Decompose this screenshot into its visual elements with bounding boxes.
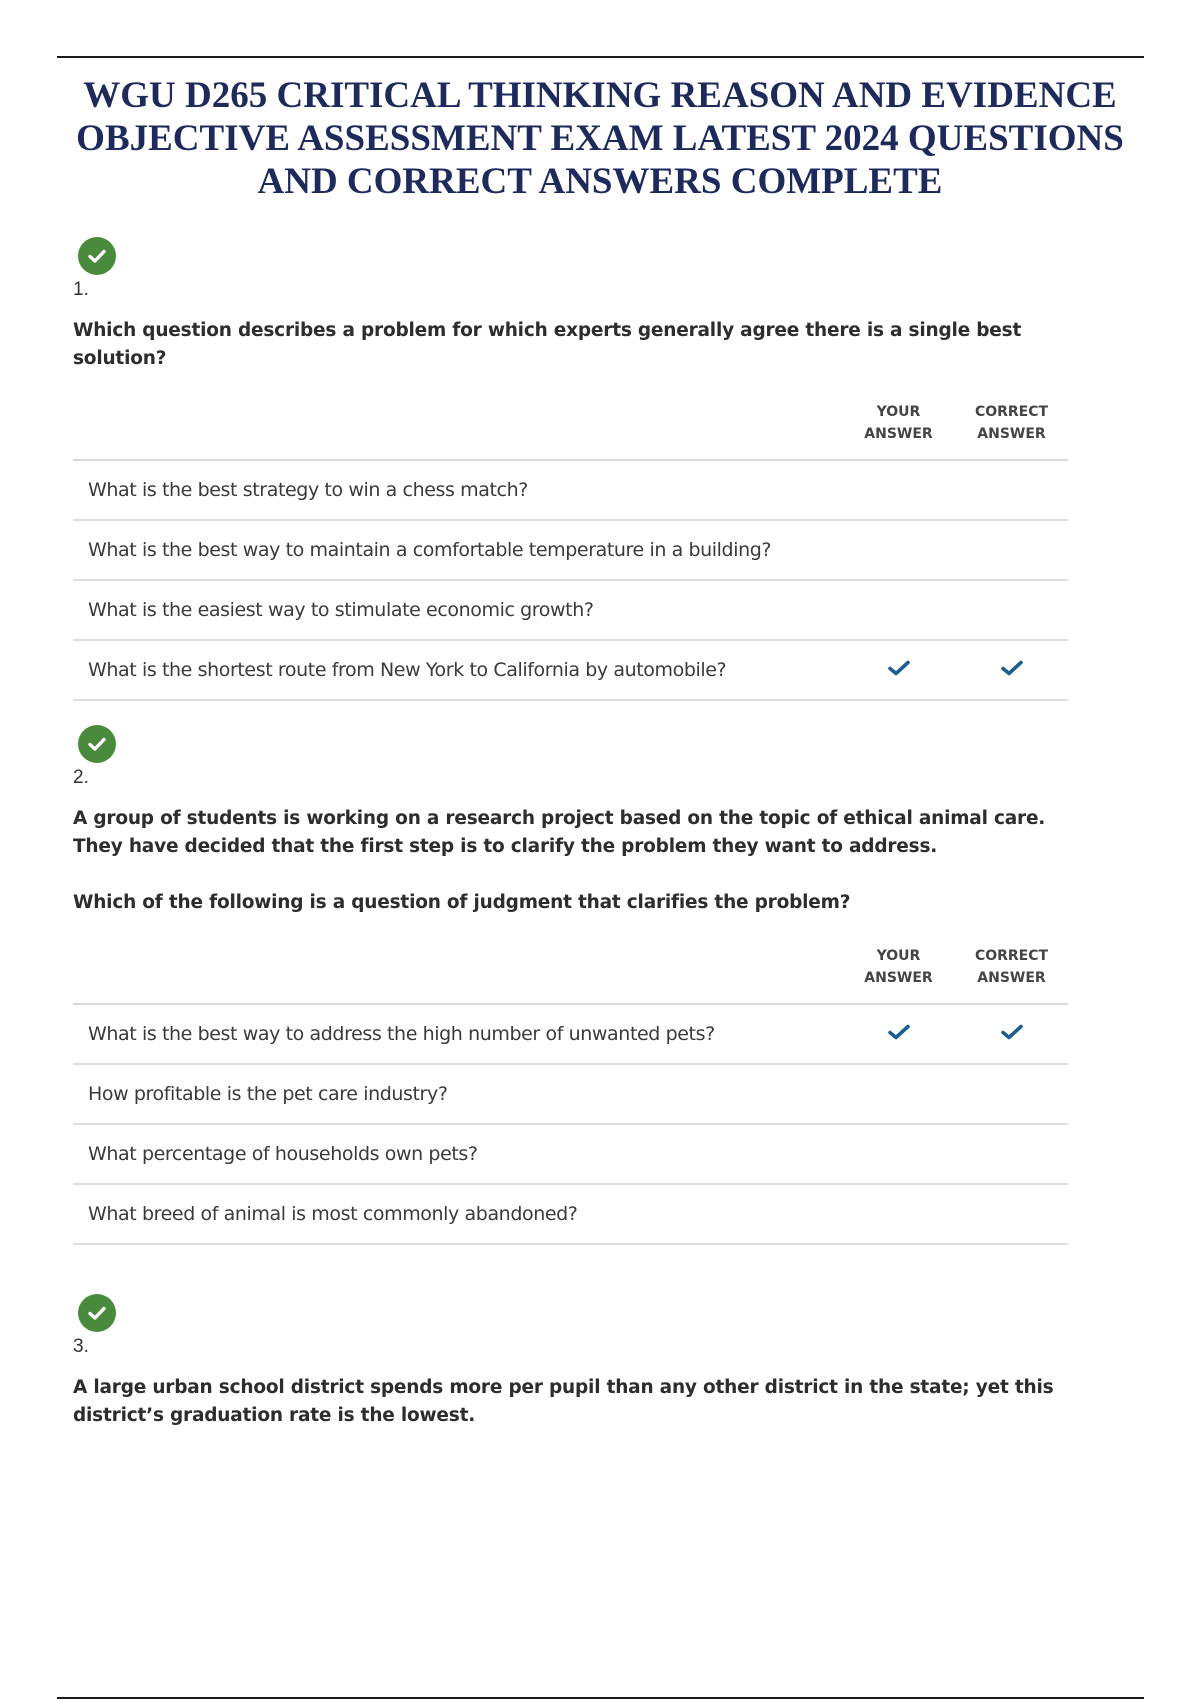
answer-option-text: What is the best strategy to win a chess match? bbox=[73, 460, 842, 520]
correct-answer-cell bbox=[955, 1184, 1068, 1244]
question-text: Which question describes a problem for which experts generally agree there is a single best solution? bbox=[73, 320, 1022, 369]
your-answer-cell bbox=[842, 520, 955, 580]
question-context: A group of students is working on a research project based on the topic of ethical animal care. They have decided that the first step is to clarify the problem they want to address. bbox=[73, 808, 1046, 857]
correct-answer-cell bbox=[955, 520, 1068, 580]
answer-option-row bbox=[73, 460, 1068, 520]
answer-option-text: What is the easiest way to stimulate economic growth? bbox=[73, 580, 842, 640]
question-1 bbox=[73, 237, 1073, 701]
your-answer-cell bbox=[842, 1184, 955, 1244]
question-text: A large urban school district spends more per pupil than any other district in the state; yet this district’s graduation rate is the lowest. bbox=[73, 1377, 1054, 1426]
your-answer-cell bbox=[842, 460, 955, 520]
question-number: 1. bbox=[73, 279, 89, 300]
checkmark-icon bbox=[1001, 1023, 1023, 1045]
answer-option-text: What percentage of households own pets? bbox=[73, 1124, 842, 1184]
checkmark-icon bbox=[1001, 659, 1023, 681]
your-answer-cell bbox=[842, 580, 955, 640]
answer-option-row bbox=[73, 1124, 1068, 1184]
your-answer-cell bbox=[842, 640, 955, 700]
correct-answer-cell bbox=[955, 580, 1068, 640]
correct-answer-header: CORRECT ANSWER bbox=[955, 945, 1068, 1004]
answer-option-text: What is the shortest route from New York to California by automobile? bbox=[73, 640, 842, 700]
answer-option-text: How profitable is the pet care industry? bbox=[73, 1064, 842, 1124]
correct-answer-cell bbox=[955, 1124, 1068, 1184]
checkmark-icon bbox=[888, 1023, 910, 1045]
question-3 bbox=[73, 1294, 1073, 1430]
answer-table bbox=[73, 401, 1068, 701]
answer-table bbox=[73, 945, 1068, 1245]
your-answer-header: YOUR ANSWER bbox=[842, 401, 955, 460]
your-answer-cell bbox=[842, 1004, 955, 1064]
correct-answer-cell bbox=[955, 1004, 1068, 1064]
top-rule bbox=[57, 56, 1144, 58]
your-answer-cell bbox=[842, 1064, 955, 1124]
answer-option-row bbox=[73, 1064, 1068, 1124]
answer-option-row bbox=[73, 520, 1068, 580]
question-2 bbox=[73, 725, 1073, 1245]
answer-option-row bbox=[73, 640, 1068, 700]
your-answer-cell bbox=[842, 1124, 955, 1184]
answer-option-text: What is the best way to address the high number of unwanted pets? bbox=[73, 1004, 842, 1064]
correct-answer-cell bbox=[955, 1064, 1068, 1124]
question-number: 2. bbox=[73, 767, 89, 788]
check-circle-icon bbox=[78, 1294, 116, 1332]
document-title: WGU D265 CRITICAL THINKING REASON AND EVIDENCE OBJECTIVE ASSESSMENT EXAM LATEST 2024 QUESTIONS AND CORRECT ANSWERS COMPLETE bbox=[76, 75, 1124, 202]
correct-answer-cell bbox=[955, 460, 1068, 520]
answer-option-row bbox=[73, 1184, 1068, 1244]
bottom-rule bbox=[57, 1697, 1144, 1699]
answer-option-row bbox=[73, 580, 1068, 640]
correct-answer-header: CORRECT ANSWER bbox=[955, 401, 1068, 460]
question-text: Which of the following is a question of judgment that clarifies the problem? bbox=[73, 892, 851, 913]
correct-answer-cell bbox=[955, 640, 1068, 700]
answer-option-row bbox=[73, 1004, 1068, 1064]
check-circle-icon bbox=[78, 237, 116, 275]
question-number: 3. bbox=[73, 1336, 89, 1357]
check-circle-icon bbox=[78, 725, 116, 763]
answer-option-text: What is the best way to maintain a comfortable temperature in a building? bbox=[73, 520, 842, 580]
checkmark-icon bbox=[888, 659, 910, 681]
answer-option-text: What breed of animal is most commonly abandoned? bbox=[73, 1184, 842, 1244]
your-answer-header: YOUR ANSWER bbox=[842, 945, 955, 1004]
